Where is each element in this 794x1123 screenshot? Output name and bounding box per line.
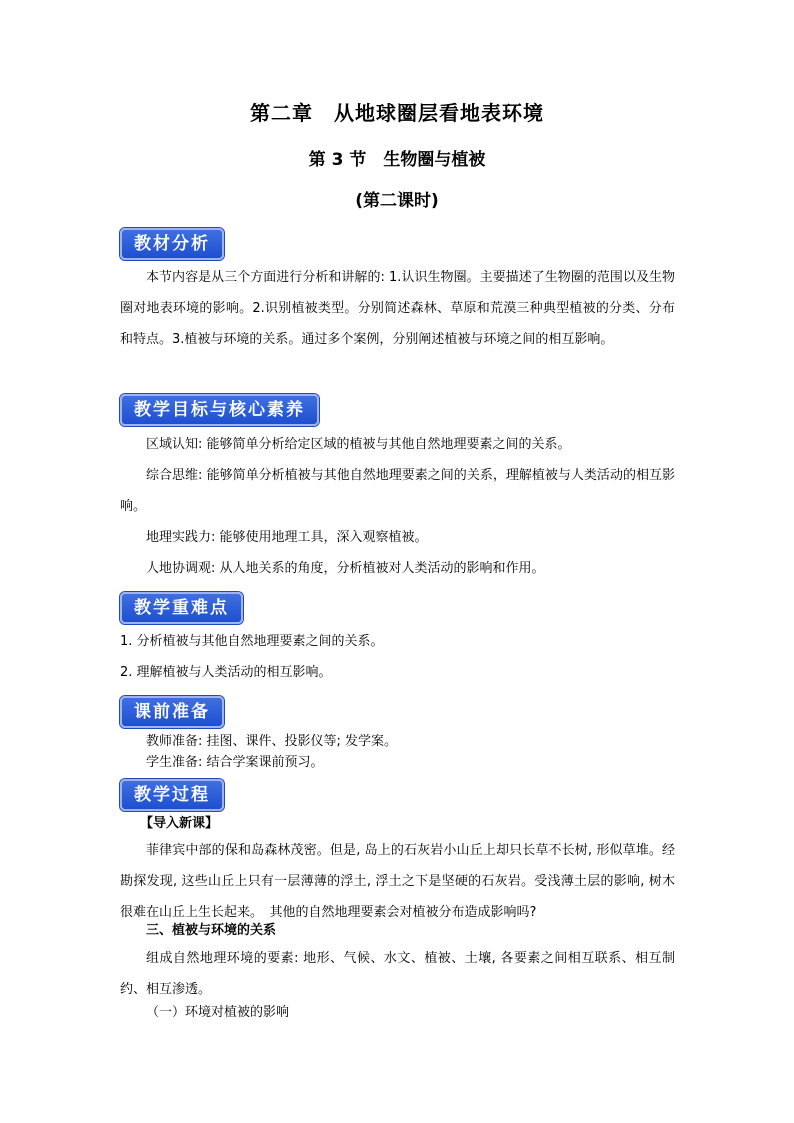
goal-item: 综合思维: 能够简单分析植被与其他自然地理要素之间的关系，理解植被与人类活动的相互影响。: [120, 468, 675, 514]
prep-badge: 课前准备: [120, 696, 224, 728]
elements-paragraph: 组成自然地理环境的要素: 地形、气候、水文、植被、土壤, 各要素之间相互联系、相互制约、相互渗透。: [120, 951, 675, 997]
teacher-prep: 教师准备: 挂图、课件、投影仪等; 发学案。: [146, 734, 398, 749]
intro-paragraph: 菲律宾中部的保和岛森林茂密。但是, 岛上的石灰岩小山丘上却只长草不长树, 形似草堆。经勘探发现, 这些山丘上只有一层薄薄的浮土, 浮土之下是坚硬的石灰岩。受浅薄土层的影响, 树木很难在山丘上生长起来。 其他的自然地理要素会对植被分布造成影响吗?: [120, 843, 675, 920]
chapter-title: 第二章 从地球圈层看地表环境: [250, 101, 544, 125]
relation-subheading: 三、植被与环境的关系: [146, 923, 277, 938]
intro-heading: 【导入新课】: [140, 816, 219, 831]
process-badge: 教学过程: [120, 779, 224, 811]
goals-badge: 教学目标与核心素养: [120, 394, 319, 426]
environment-subitem: （一）环境对植被的影响: [146, 1005, 290, 1020]
keypoint-item: 1. 分析植被与其他自然地理要素之间的关系。: [120, 634, 384, 649]
student-prep: 学生准备: 结合学案课前预习。: [146, 755, 324, 770]
goal-item: 地理实践力: 能够使用地理工具，深入观察植被。: [146, 530, 428, 545]
analysis-paragraph: 本节内容是从三个方面进行分析和讲解的: 1.认识生物圈。主要描述了生物圈的范围以及生物圈对地表环境的影响。2.识别植被类型。分别简述森林、草原和荒漠三种典型植被的分类、分布和特点。3.植被与环境的关系。通过多个案例，分别阐述植被与环境之间的相互影响。: [120, 270, 675, 347]
lesson-title: (第二课时): [355, 191, 439, 211]
goal-item: 人地协调观: 从人地关系的角度，分析植被对人类活动的影响和作用。: [146, 561, 545, 576]
section-title: 第 3 节 生物圈与植被: [308, 150, 486, 170]
analysis-badge: 教材分析: [120, 228, 224, 260]
keypoints-badge: 教学重难点: [120, 592, 243, 624]
keypoint-item: 2. 理解植被与人类活动的相互影响。: [120, 665, 332, 680]
goal-item: 区域认知: 能够简单分析给定区域的植被与其他自然地理要素之间的关系。: [146, 437, 571, 452]
